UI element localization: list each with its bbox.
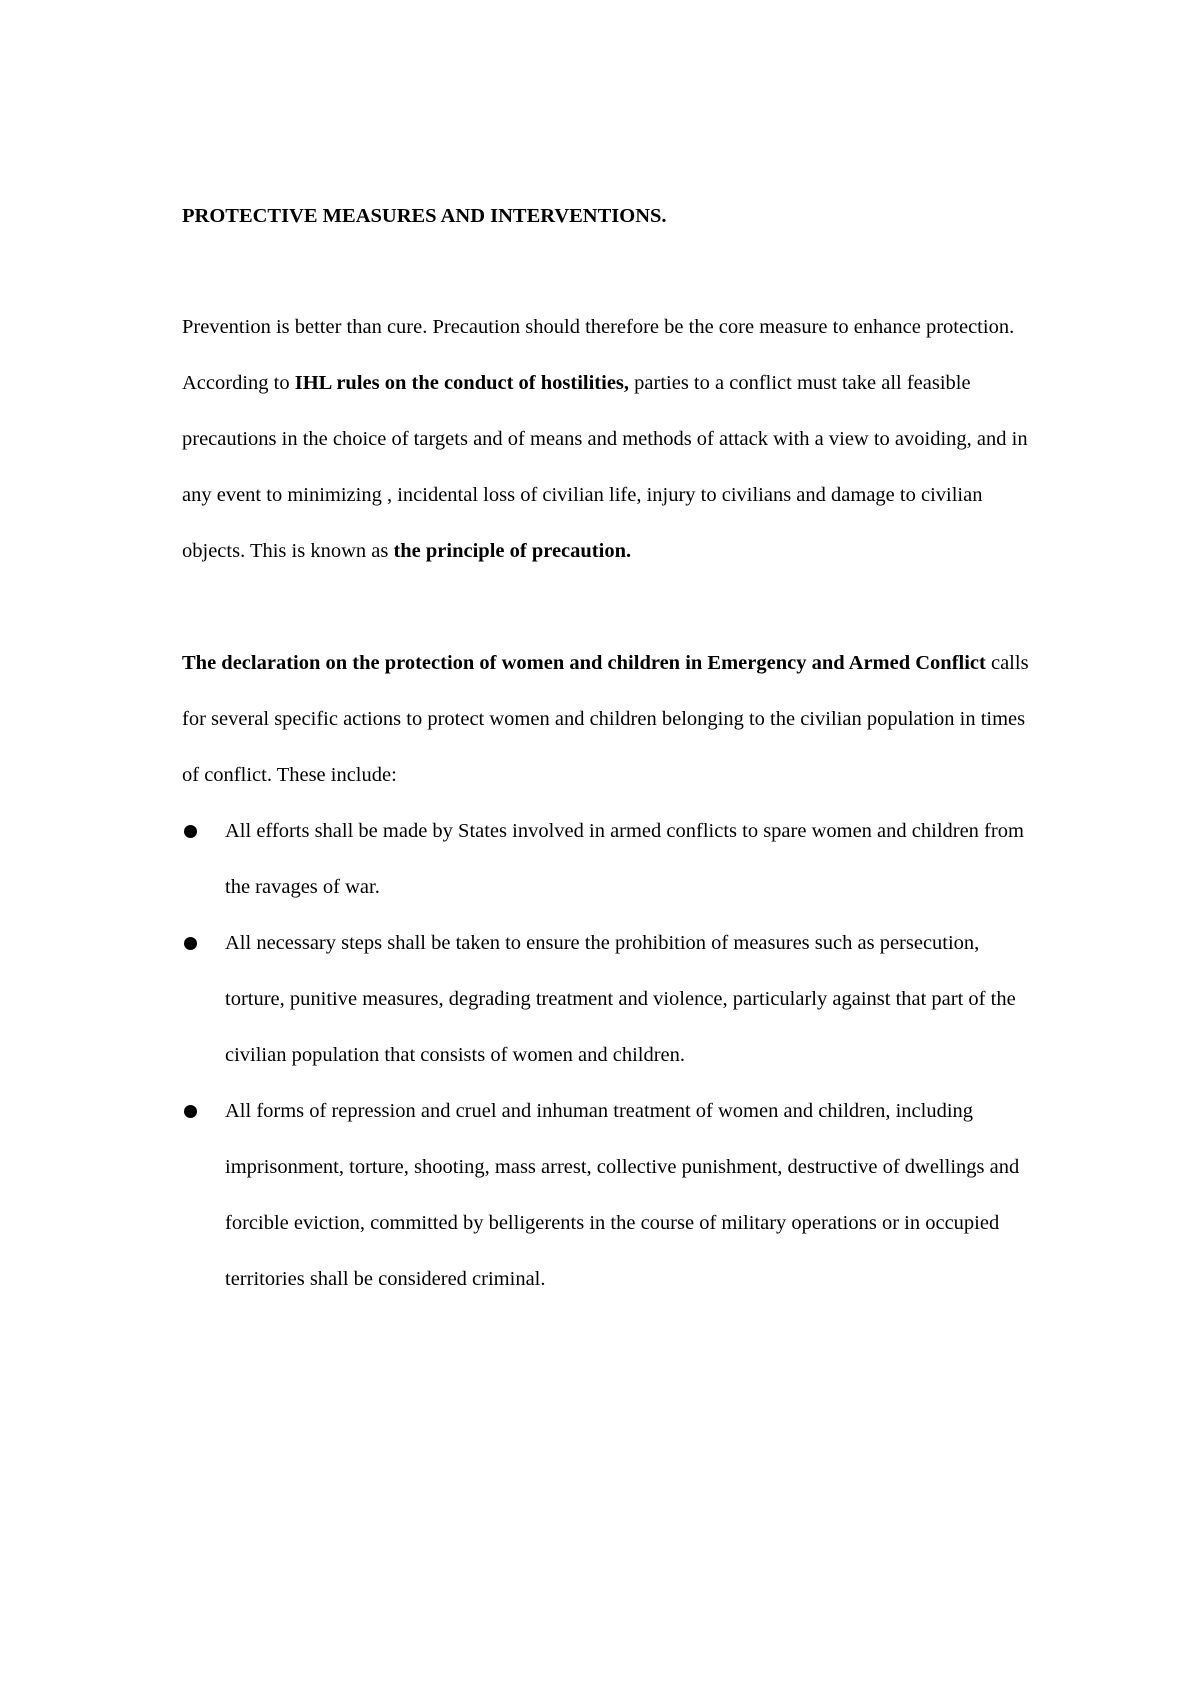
- document-title: PROTECTIVE MEASURES AND INTERVENTIONS.: [182, 205, 667, 227]
- bullet-icon: [184, 825, 197, 838]
- list-item-text: All forms of repression and cruel and inhuman treatment of women and children, including imprisonment, torture, shooting, mass arrest, collective punishment, destructive of dwellings and forcible eviction, committed by belligerents in the course of military operations or in occupied territories shall be considered criminal.: [225, 1100, 1020, 1290]
- paragraph-declaration-text: calls for several specific actions to protect women and children belonging to the civilian population in times of conflict. These include:: [182, 652, 1029, 786]
- paragraph-precaution: [182, 299, 1032, 579]
- list-item: [182, 803, 1032, 915]
- list-item: [182, 1083, 1032, 1307]
- paragraph-declaration: [182, 635, 1032, 803]
- list-item-text: All efforts shall be made by States involved in armed conflicts to spare women and children from the ravages of war.: [225, 820, 1024, 898]
- paragraph-precaution-bold-2: the principle of precaution.: [393, 540, 632, 562]
- bullet-list: [182, 803, 1032, 1307]
- paragraph-declaration-bold: The declaration on the protection of women and children in Emergency and Armed Conflict: [182, 652, 986, 674]
- paragraph-precaution-text-2: parties to a conflict must take all feasible precautions in the choice of targets and of means and methods of attack with a view to avoiding, and in any event to minimizing , incidental loss of civilian life, injury to civilians and damage to civilian objects. This is known as: [182, 372, 1028, 562]
- paragraph-precaution-text-1: Prevention is better than cure. Precaution should therefore be the core measure to enhance protection. According to: [182, 316, 1015, 394]
- bullet-icon: [184, 937, 197, 950]
- list-item: [182, 915, 1032, 1083]
- paragraph-precaution-bold-1: IHL rules on the conduct of hostilities,: [294, 372, 630, 394]
- bullet-icon: [184, 1105, 197, 1118]
- document-body: [182, 200, 1032, 1307]
- list-item-text: All necessary steps shall be taken to ensure the prohibition of measures such as persecution, torture, punitive measures, degrading treatment and violence, particularly against that part of the civilian population that consists of women and children.: [225, 932, 1016, 1066]
